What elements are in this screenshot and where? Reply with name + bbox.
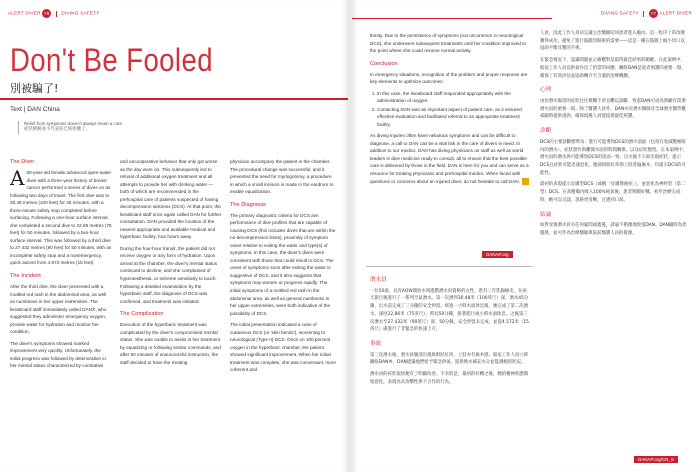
paragraph-col3-1: physician accompany the patient in the chamber. The procedural change was successful, and it prevented the need for myringotomy, a procedure in which a small incision is made in the eardrum to enable equalization. bbox=[230, 159, 334, 195]
right-page bbox=[352, 0, 700, 472]
column-3 bbox=[230, 158, 336, 378]
column-en bbox=[370, 32, 530, 189]
title-rule bbox=[0, 98, 348, 100]
section-divider bbox=[366, 266, 532, 267]
paragraph-col3-3: The initial presentation indicated a case of cutaneous DCS (or 'skin bends'), worsening to neurological (Type II) DCS. Once on 100 percent oxygen in the hyperbaric chamber, the patient showed significant improvement. When her initial treatment was complete, she was conversant, more coherent and bbox=[230, 322, 337, 373]
column-1 bbox=[10, 158, 112, 374]
lead-en: Relief from symptoms doesn't always mean a cure. bbox=[24, 121, 124, 126]
paragraph-col3-2: The primary diagnostic criteria for DCS are: performance of dive profiles that are capable of causing DCS (this includes dives that are within the no-decompression limits), proximity of symptom onset relative to exiting the water and type(s) of symptoms. In this case, the diver's dives were consistent with those that could result in DCS. The onset of symptoms soon after exiting the water is suggestive of DCS, and it also suggests that symptoms may worsen or progress rapidly. The initial symptoms of a mottled red rash in the abdominal area, as well as general numbness in her upper extremities, were both indicative of the possibility of DCS. bbox=[230, 212, 336, 316]
column-2 bbox=[120, 158, 222, 370]
lead-cn: 症狀緩解並不代表你已經痊癒了。 bbox=[24, 127, 90, 133]
paragraph-en-3: As diving injuries often have nebulous symptoms and can be difficult to diagnose, a call to DAN can be a vital link in the care of divers in need. In addition to our medics, DAN has diving physicians on staff as well as world leaders in dive medicine ready to consult, all to ensure that the best possible care is delivered by those in the field. DAN is here for you and can serve as a resource for treating physicians and prehospital medics. When faced with questions or concerns about an injured diver, do not hesitate to call DAN. bbox=[370, 133, 529, 184]
paragraph-col2-1: and uncooperative behavior that only got worse as the day wore on. This subsequently led to refusal of additional oxygen treatment and all attempts to provide her with drinking water — both of which are recommended in the prehospital care of patients suspected of having decompression sickness (DCS). At that point, the liveaboard staff once again called DAN for further consultation. DAN provided the location of the nearest appropriate and available medical and hyperbaric facility, four hours away. bbox=[120, 159, 222, 240]
heading-cn-psychology: 心理 bbox=[540, 87, 552, 94]
paragraph-col2-2: During the four-hour transit, the patient did not receive oxygen or any form of hydration. Upon arrival at the chamber, the diver's mental status continued to decline, and she complained of hyperaesthesia, or extreme sensitivity to touch. Following a detailed examination by the hyperbaric staff, the diagnosis of DCS was confirmed, and treatment was initiated. bbox=[120, 245, 218, 304]
paragraph-incident-2: The diver's symptoms showed marked improvement very quickly. Unfortunately, the initial progress was followed by deterioration in her mental status characterized by combative bbox=[10, 340, 106, 369]
conclusion-item-1: 1. In this case, the liveaboard staff responded appropriately with the administration of oxygen. bbox=[377, 90, 530, 105]
heading-the-diver: The Diver bbox=[10, 159, 35, 165]
heading-the-diagnosis: The Diagnosis bbox=[230, 201, 266, 208]
heading-conclusion: Conclusion bbox=[370, 60, 398, 67]
header-section: DIVING SAFETY bbox=[61, 10, 100, 16]
left-page bbox=[0, 0, 348, 472]
danap-link[interactable]: DANAP.org bbox=[482, 251, 513, 258]
page-number: 77 bbox=[650, 11, 657, 16]
danap-cn-link[interactable]: DANAP.org/CN_S bbox=[634, 456, 678, 463]
paragraph-diver: A 50-year-old female advanced open-water diver with a three-year history of breast cancer performed a series of dives on air following two days of travel. The first dive was to 30.48 metres (100 feet) for 45 minutes, with a three-minute safety stop completed before surfacing. Following a one-hour surface interval, she completed a second dive to 22.86 metres (75 feet) for 50 minutes, followed by a two-hour surface interval. This was followed by a third dive to 27.432 metres (90 feet) for 50 minutes, with an incomplete safety stop and a nonemergency, quick ascent from 4.572 metres (15 feet). bbox=[10, 166, 112, 266]
conclusion-item-2: 2. Contacting DAN was an important aspect of patient care, as it ensured effective evaluation and facilitated referral to an appropriate treatment facility. bbox=[377, 106, 530, 129]
paragraph-en-2: In emergency situations, recognition of the problem and proper response are key elements to optimize outcomes: bbox=[370, 71, 528, 85]
header-rule bbox=[352, 18, 552, 19]
heading-cn-conclusion: 結論 bbox=[540, 211, 552, 218]
column-cn-b bbox=[540, 30, 688, 242]
page-number: 76 bbox=[43, 11, 50, 16]
heading-cn-diagnosis: 診斷 bbox=[540, 128, 552, 135]
paragraph-cn-a-1: 一位50歲、具有AOW開放水域進階潛水員資格的女性，患有三年乳腺癌史，在兩天旅行後進行了一系列空氣潛水。第一次潛到30.48米（100英尺）深，潛水45分鐘，出水前完成了三分鐘的安全停留。經過一小時水面休息後，她完成了第二次潛水，深度22.86米（75英尺），時長50分鐘，接著進行兩小時水面休息。之後第三次潛水至27.432米（90英尺）深、50分鐘，安全停留未完成，並從4.572米（15英尺）處進行了非緊急的快速上升。 bbox=[370, 288, 529, 333]
heading-the-complication: The Complication bbox=[120, 311, 164, 318]
paragraph-incident-1: After the third dive, the diver presented with a mottled red rash in the abdominal area, as well as numbness in her upper extremities. The liveaboard staff immediately called DAN®, who suggested they administer emergency oxygen, provide water for hydration and monitor her condition. bbox=[10, 284, 107, 335]
paragraph-cn-b-6: 如對受傷潛水員有任何疑問或擔憂，請毫不猶豫地致電DAN。DAN隨時為您服務，並可作為治療醫師與院前醫護人員的資源。 bbox=[540, 223, 687, 236]
paragraph-cn-b-5: 最初的表現提示皮膚型DCS（或稱「皮膚彎曲症」），並惡化為神經型（第二型）DCS。在高壓艙內吸入100%純氧後，患者明顯好轉。初步治療完成時，她可以交談、思路更清晰，且感到口渴。 bbox=[540, 182, 686, 203]
paragraph-cn-b-1: 人員，因此工作人員決定讓主治醫師陪同患者進入艙內。這一程序上的改變獲得成功，避免了進行鼓膜切開術的需要——這是一種在鼓膜上做小切口以協助平衡耳壓的手術。 bbox=[540, 31, 685, 52]
column-cn-a bbox=[370, 276, 530, 391]
dan-flag-icon bbox=[522, 178, 529, 185]
heading-the-incident: The Incident bbox=[10, 272, 41, 279]
heading-cn-diver: 潛水員 bbox=[370, 277, 387, 283]
article-title: Don't Be Fooled bbox=[10, 42, 213, 78]
header-divider bbox=[643, 11, 644, 17]
left-header bbox=[8, 9, 100, 18]
byline: Text | DAN China bbox=[10, 106, 60, 113]
paragraph-cn-a-2: 第三次潛水後，潛水員腹部出現斑駁狀紅疹，上肢亦有麻木感。船宿工作人員立即聯絡DAN®，DAN建議他們給予緊急供氧、提供飲水補充水分並監測她的狀況。 bbox=[370, 352, 529, 366]
lead-text bbox=[18, 121, 178, 134]
heading-cn-incident: 事故 bbox=[370, 341, 382, 347]
drop-cap: A bbox=[10, 166, 25, 191]
paragraph-en-1: thirsty. Due to the persistence of symptoms (not uncommon in neurological DCS), she underwent subsequent treatments until her condition improved to the point where she could resume normal activity. bbox=[370, 33, 527, 54]
right-header bbox=[601, 9, 692, 18]
header-section: DIVING SAFETY bbox=[600, 10, 639, 16]
paragraph-cn-b-2: 在緊急情況下，認識問題並正確應對是取得最佳結果的關鍵。在此案例中，船宿工作人員以供氧作出了恰當的回應；聯絡DAN是患者照護的重要一環，確保了有效評估並協助轉介至合適的治療機構。 bbox=[540, 58, 686, 79]
paragraph-cn-a-3: 潛水員的症狀很快便有了明顯改善。不幸的是，最初的好轉之後，她的精神狀態開始惡化，表現為具攻擊性與不合作的行為。 bbox=[370, 372, 529, 385]
header-logo: ALERT DIVER bbox=[8, 10, 41, 16]
conclusion-list bbox=[377, 90, 530, 129]
header-divider bbox=[56, 11, 57, 17]
paragraph-cn-b-3: 由於潛水傷害的症狀往往模糊不清且難以診斷，致電DAN可成為照顧有需要潛水員的重要一環。除了醫護人員外，DAN亦有潛水醫師及全球潛水醫學權威隨時提供諮詢，確保現場人員能提供最佳照護。 bbox=[540, 99, 686, 120]
header-logo: ALERT DIVER bbox=[659, 10, 692, 16]
paragraph-col2-3: Execution of the hyperbaric treatment was complicated by the diver's compromised mental status. She was unable to assist in her treatment by equalizing or following similar commands, and after 50 minutes of unsuccessful instruction, the staff decided to have the treating bbox=[120, 322, 221, 365]
article-title-cn: 別被騙了! bbox=[10, 82, 59, 95]
paragraph-cn-b-4: DCS的主要診斷標準為：進行可能導致DCS的潛水剖面（包括在免減壓極限內的潛水）、症狀發作與離開水面的時間關係，以及症狀類型。在本案例中，潛水員的潛水與可能導致DCS的剖面一致；出水後不久即出現症狀，提示DCS且症狀可能迅速惡化。腹部斑駁紅疹與上肢普遍麻木，均提示DCS的可能性。 bbox=[540, 139, 688, 176]
